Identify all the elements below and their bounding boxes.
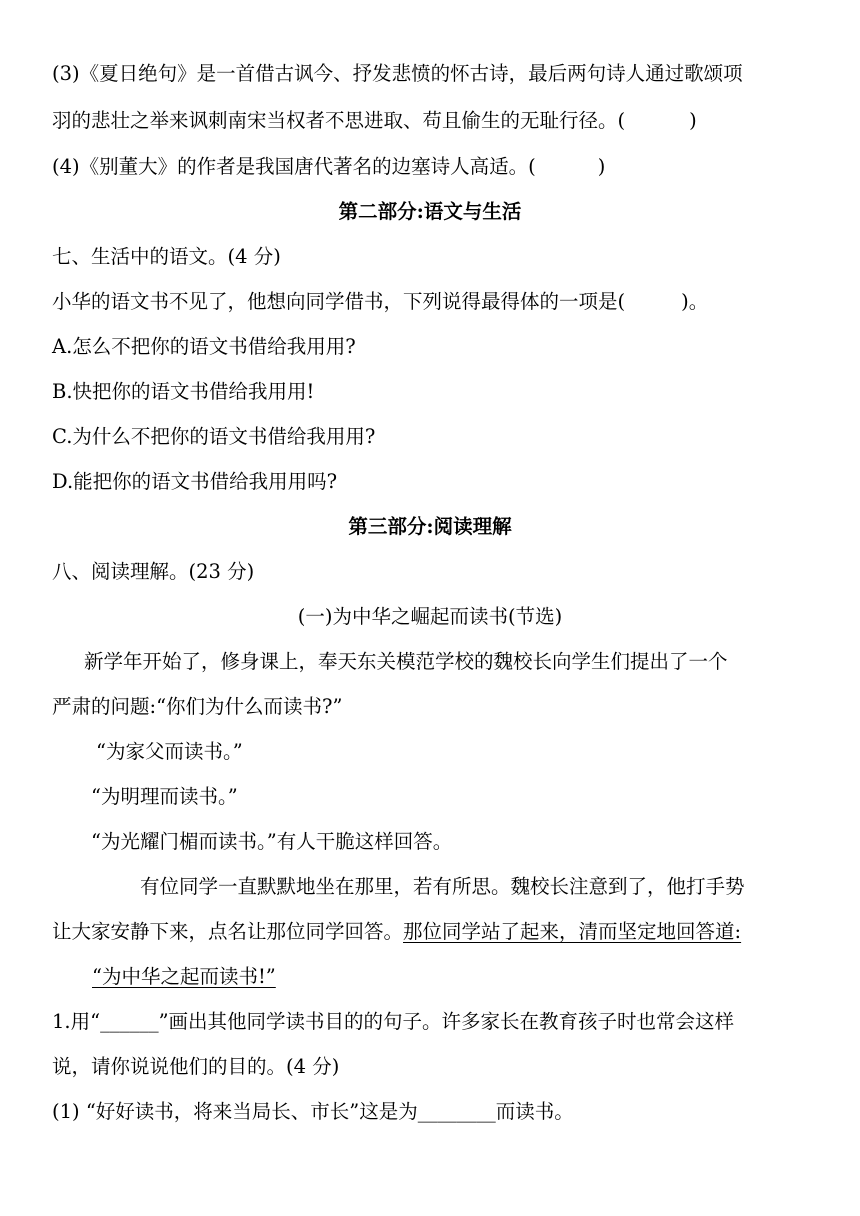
sub1-item-1: (1) “好好读书，将来当局长、市长”这是为________而读书。 (52, 1100, 574, 1123)
q4-line (52, 152, 816, 182)
sub1-line-2: 说，请你说说他们的目的。(4 分) (52, 1055, 340, 1078)
part2-heading: 第二部分:语文与生活 (338, 200, 522, 223)
passage-answer-2: “为明理而读书。” (91, 785, 238, 808)
q3-close-paren: ) (689, 109, 697, 132)
q7-stem-close: )。 (681, 290, 709, 313)
passage-p1-line-2: 严肃的问题:“你们为什么而读书?” (52, 695, 343, 718)
q7-option-a: A.怎么不把你的语文书借给我用用? (52, 335, 356, 358)
sub1-line-1: 1.用“______”画出其他同学读书目的的句子。许多家长在教育孩子时也常会这样 (52, 1010, 735, 1033)
q7-option-d: D.能把你的语文书借给我用用吗? (52, 470, 338, 493)
passage-underlined-sentence-1: 那位同学站了起来，清而坚定地回答道: (403, 920, 742, 943)
q3-line-2-text: 羽的悲壮之举来讽刺南宋当权者不思进取、苟且偷生的无耻行径。( (52, 109, 626, 132)
q7-stem-text: 小华的语文书不见了，他想向同学借书，下列说得最得体的一项是( (52, 290, 626, 313)
passage-underlined-sentence-2: “为中华之起而读书!” (92, 965, 276, 988)
passage-p2-line-2 (52, 917, 816, 947)
passage-answer-1: “为家父而读书。” (96, 740, 243, 763)
passage-title: (一)为中华之崛起而读书(节选) (297, 605, 563, 628)
q3-line-2 (52, 106, 816, 136)
q7-title: 七、生活中的语文。(4 分) (52, 245, 281, 268)
part3-heading: 第三部分:阅读理解 (348, 515, 512, 538)
q4-text: (4)《别董大》的作者是我国唐代著名的边塞诗人高适。( (52, 155, 536, 178)
q8-title: 八、阅读理解。(23 分) (52, 560, 255, 583)
q4-close-paren: ) (597, 155, 606, 178)
passage-p2-line-3 (92, 962, 816, 992)
passage-p1-line-1: 新学年开始了，修身课上，奉天东关模范学校的魏校长向学生们提出了一个 (84, 650, 728, 673)
passage-p2-line-2-plain: 让大家安静下来，点名让那位同学回答。 (52, 920, 404, 943)
q7-stem (52, 287, 816, 317)
passage-answer-3: “为光耀门楣而读书。”有人干脆这样回答。 (91, 830, 453, 853)
q7-option-c: C.为什么不把你的语文书借给我用用? (52, 425, 376, 448)
q7-option-b: B.快把你的语文书借给我用用! (52, 380, 315, 403)
passage-p2-line-1: 有位同学一直默默地坐在那里，若有所思。魏校长注意到了，他打手势 (140, 875, 745, 898)
q3-line-1: (3)《夏日绝句》是一首借古讽今、抒发悲愤的怀古诗，最后两句诗人通过歌颂项 (52, 62, 743, 85)
